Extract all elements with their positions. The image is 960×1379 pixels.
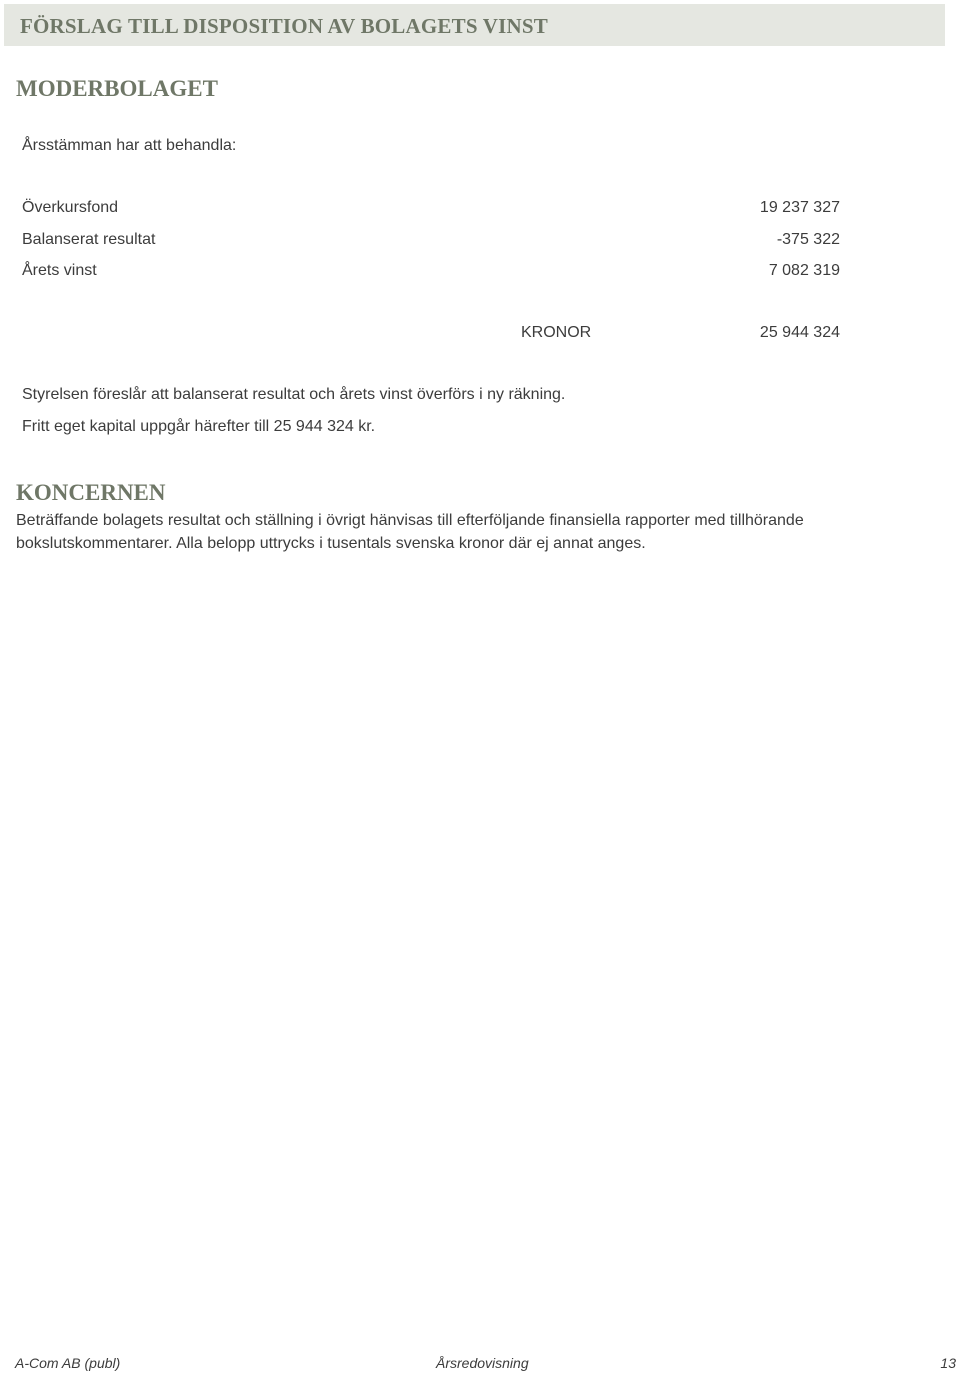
ledger-label: Balanserat resultat xyxy=(22,231,156,248)
group-paragraph: Beträffande bolagets resultat och ställning i övrigt hänvisas till efterföljande finansiella rapporter med tillhörande bokslutskommentarer. Alla belopp uttrycks i tusentals svenska kronor där ej annat anges. xyxy=(16,512,804,552)
ledger-label: Årets vinst xyxy=(22,262,97,279)
footer-company: A-Com AB (publ) xyxy=(15,1355,121,1371)
intro-text: Årsstämman har att behandla: xyxy=(22,137,237,154)
proposal-text: Styrelsen föreslår att balanserat resultat och årets vinst överförs i ny räkning. xyxy=(22,386,566,403)
ledger-value: 7 082 319 xyxy=(768,262,840,279)
ledger-row-share-premium xyxy=(22,198,840,218)
header-band xyxy=(4,4,945,46)
footer-page-number: 13 xyxy=(940,1355,956,1371)
ledger-value: -375 322 xyxy=(776,231,840,248)
footer-document-title: Årsredovisning xyxy=(436,1355,529,1371)
page-title: FÖRSLAG TILL DISPOSITION AV BOLAGETS VINST xyxy=(20,14,548,38)
ledger-value: 19 237 327 xyxy=(759,199,840,216)
total-value: 25 944 324 xyxy=(759,324,840,341)
ledger-label: Överkursfond xyxy=(22,199,119,216)
section-heading-group: KONCERNEN xyxy=(16,480,166,505)
ledger-total-row xyxy=(22,323,840,343)
ledger-row-retained-earnings xyxy=(22,230,840,250)
section-heading-parent-company: MODERBOLAGET xyxy=(16,76,218,101)
ledger-row-profit-for-year xyxy=(22,261,840,281)
equity-statement-text: Fritt eget kapital uppgår härefter till 25 944 324 kr. xyxy=(22,418,376,435)
total-label: KRONOR xyxy=(521,324,592,341)
